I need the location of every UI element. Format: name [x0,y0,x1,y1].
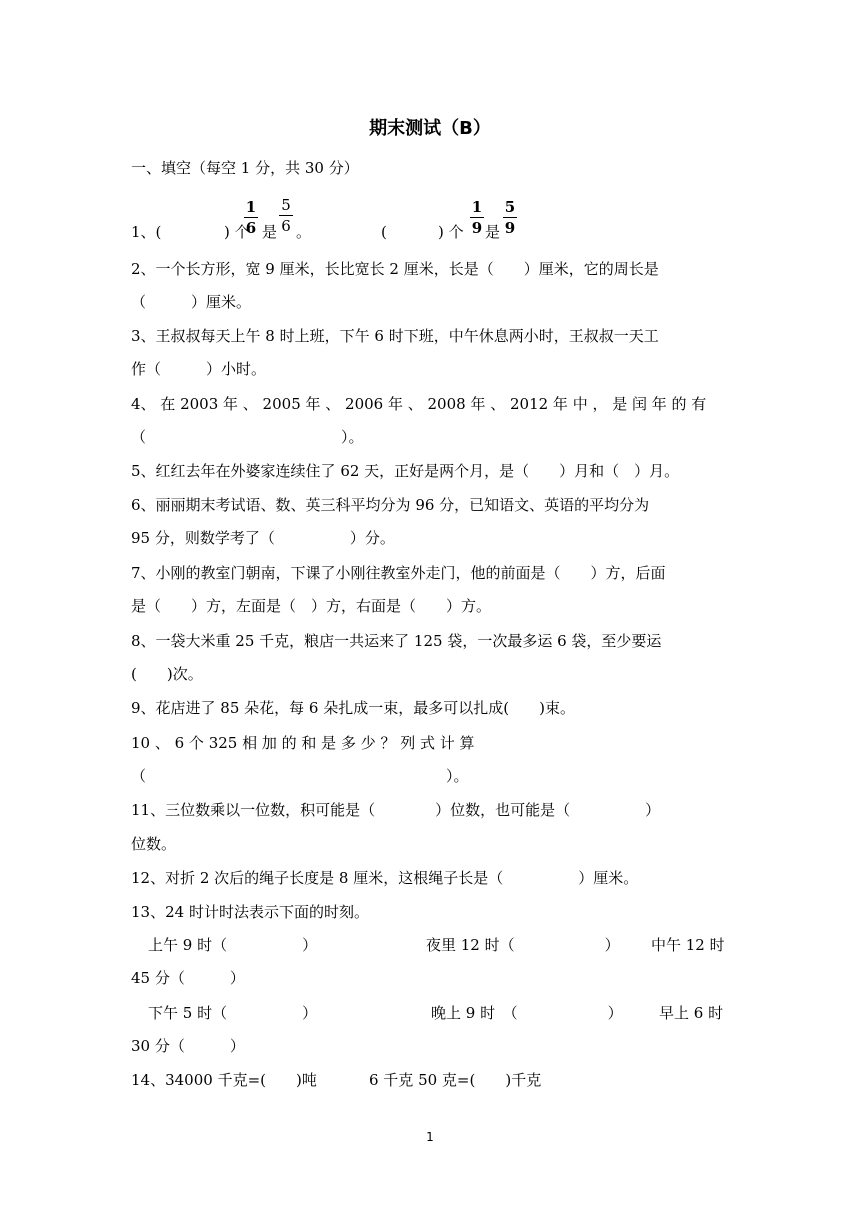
question-2-line-1: 2、一个长方形，宽 9 厘米，长比宽长 2 厘米，长是（ ）厘米，它的周长是 [131,260,659,278]
question-5: 5、红红去年在外婆家连续住了 62 天，正好是两个月，是（ ）月和（ ）月。 [131,462,680,480]
question-7-line-2: 是（ ）方，左面是（ ）方，右面是（ ）方。 [131,597,492,615]
question-10-line-1: 10 、 6 个 325 相 加 的 和 是 多 少 ？ 列 式 计 算 [131,734,475,752]
question-13-row-1-cont: 45 分（ ） [131,969,245,987]
question-6-line-2: 95 分，则数学考了（ ）分。 [131,529,395,547]
fraction-one-ninth: 1 9 [471,198,483,237]
question-10-line-2: （ ）。 [131,767,469,785]
question-13-row-2-cont: 30 分（ ） [131,1037,245,1055]
fraction-five-ninths: 5 9 [504,198,516,237]
question-14: 14、34000 千克=( )吨 6 千克 50 克=( )千克 [131,1071,542,1089]
fraction-five-sixths: 5 6 [279,196,293,235]
page-title: 期末测试（B） [369,118,491,139]
question-7-line-1: 7、小刚的教室门朝南，下课了小刚往教室外走门，他的前面是（ ）方，后面 [131,564,666,582]
question-9: 9、花店进了 85 朵花，每 6 朵扎成一束，最多可以扎成( )束。 [131,699,575,717]
page-number: 1 [426,1130,434,1144]
question-3-line-1: 3、王叔叔每天上午 8 时上班，下午 6 时下班，中午休息两小时，王叔叔一天工 [131,327,659,345]
section-heading: 一、填空（每空 1 分，共 30 分） [131,159,359,177]
question-2-line-2: （ ）厘米。 [131,293,252,311]
question-4-line-2: （ ）。 [131,428,364,446]
question-8-line-2: ( )次。 [131,665,203,683]
fraction-one-sixth: 1 6 [245,198,257,237]
question-11-line-1: 11、三位数乘以一位数，积可能是（ ）位数，也可能是（ ） [131,801,661,819]
question-11-line-2: 位数。 [131,835,177,853]
question-3-line-2: 作（ ）小时。 [131,360,267,378]
question-13-row-1: 上午 9 时（ ） 夜里 12 时（ ） 中午 12 时 [148,936,725,954]
question-1: 1、( ) 个 是 。 ( ) 个 是 [131,223,501,241]
question-4-line-1: 4、 在 2003 年 、 2005 年 、 2006 年 、 2008 年 、 2012 年 中 ， 是 闰 年 的 有 [131,395,707,413]
question-6-line-1: 6、丽丽期末考试语、数、英三科平均分为 96 分，已知语文、英语的平均分为 [131,496,650,514]
question-8-line-1: 8、一袋大米重 25 千克，粮店一共运来了 125 袋，一次最多运 6 袋，至少要运 [131,632,662,650]
question-13: 13、24 时计时法表示下面的时刻。 [131,903,369,921]
question-12: 12、对折 2 次后的绳子长度是 8 厘米，这根绳子长是（ ）厘米。 [131,869,639,887]
question-13-row-2: 下午 5 时（ ） 晚上 9 时 （ ） 早上 6 时 [148,1004,724,1022]
